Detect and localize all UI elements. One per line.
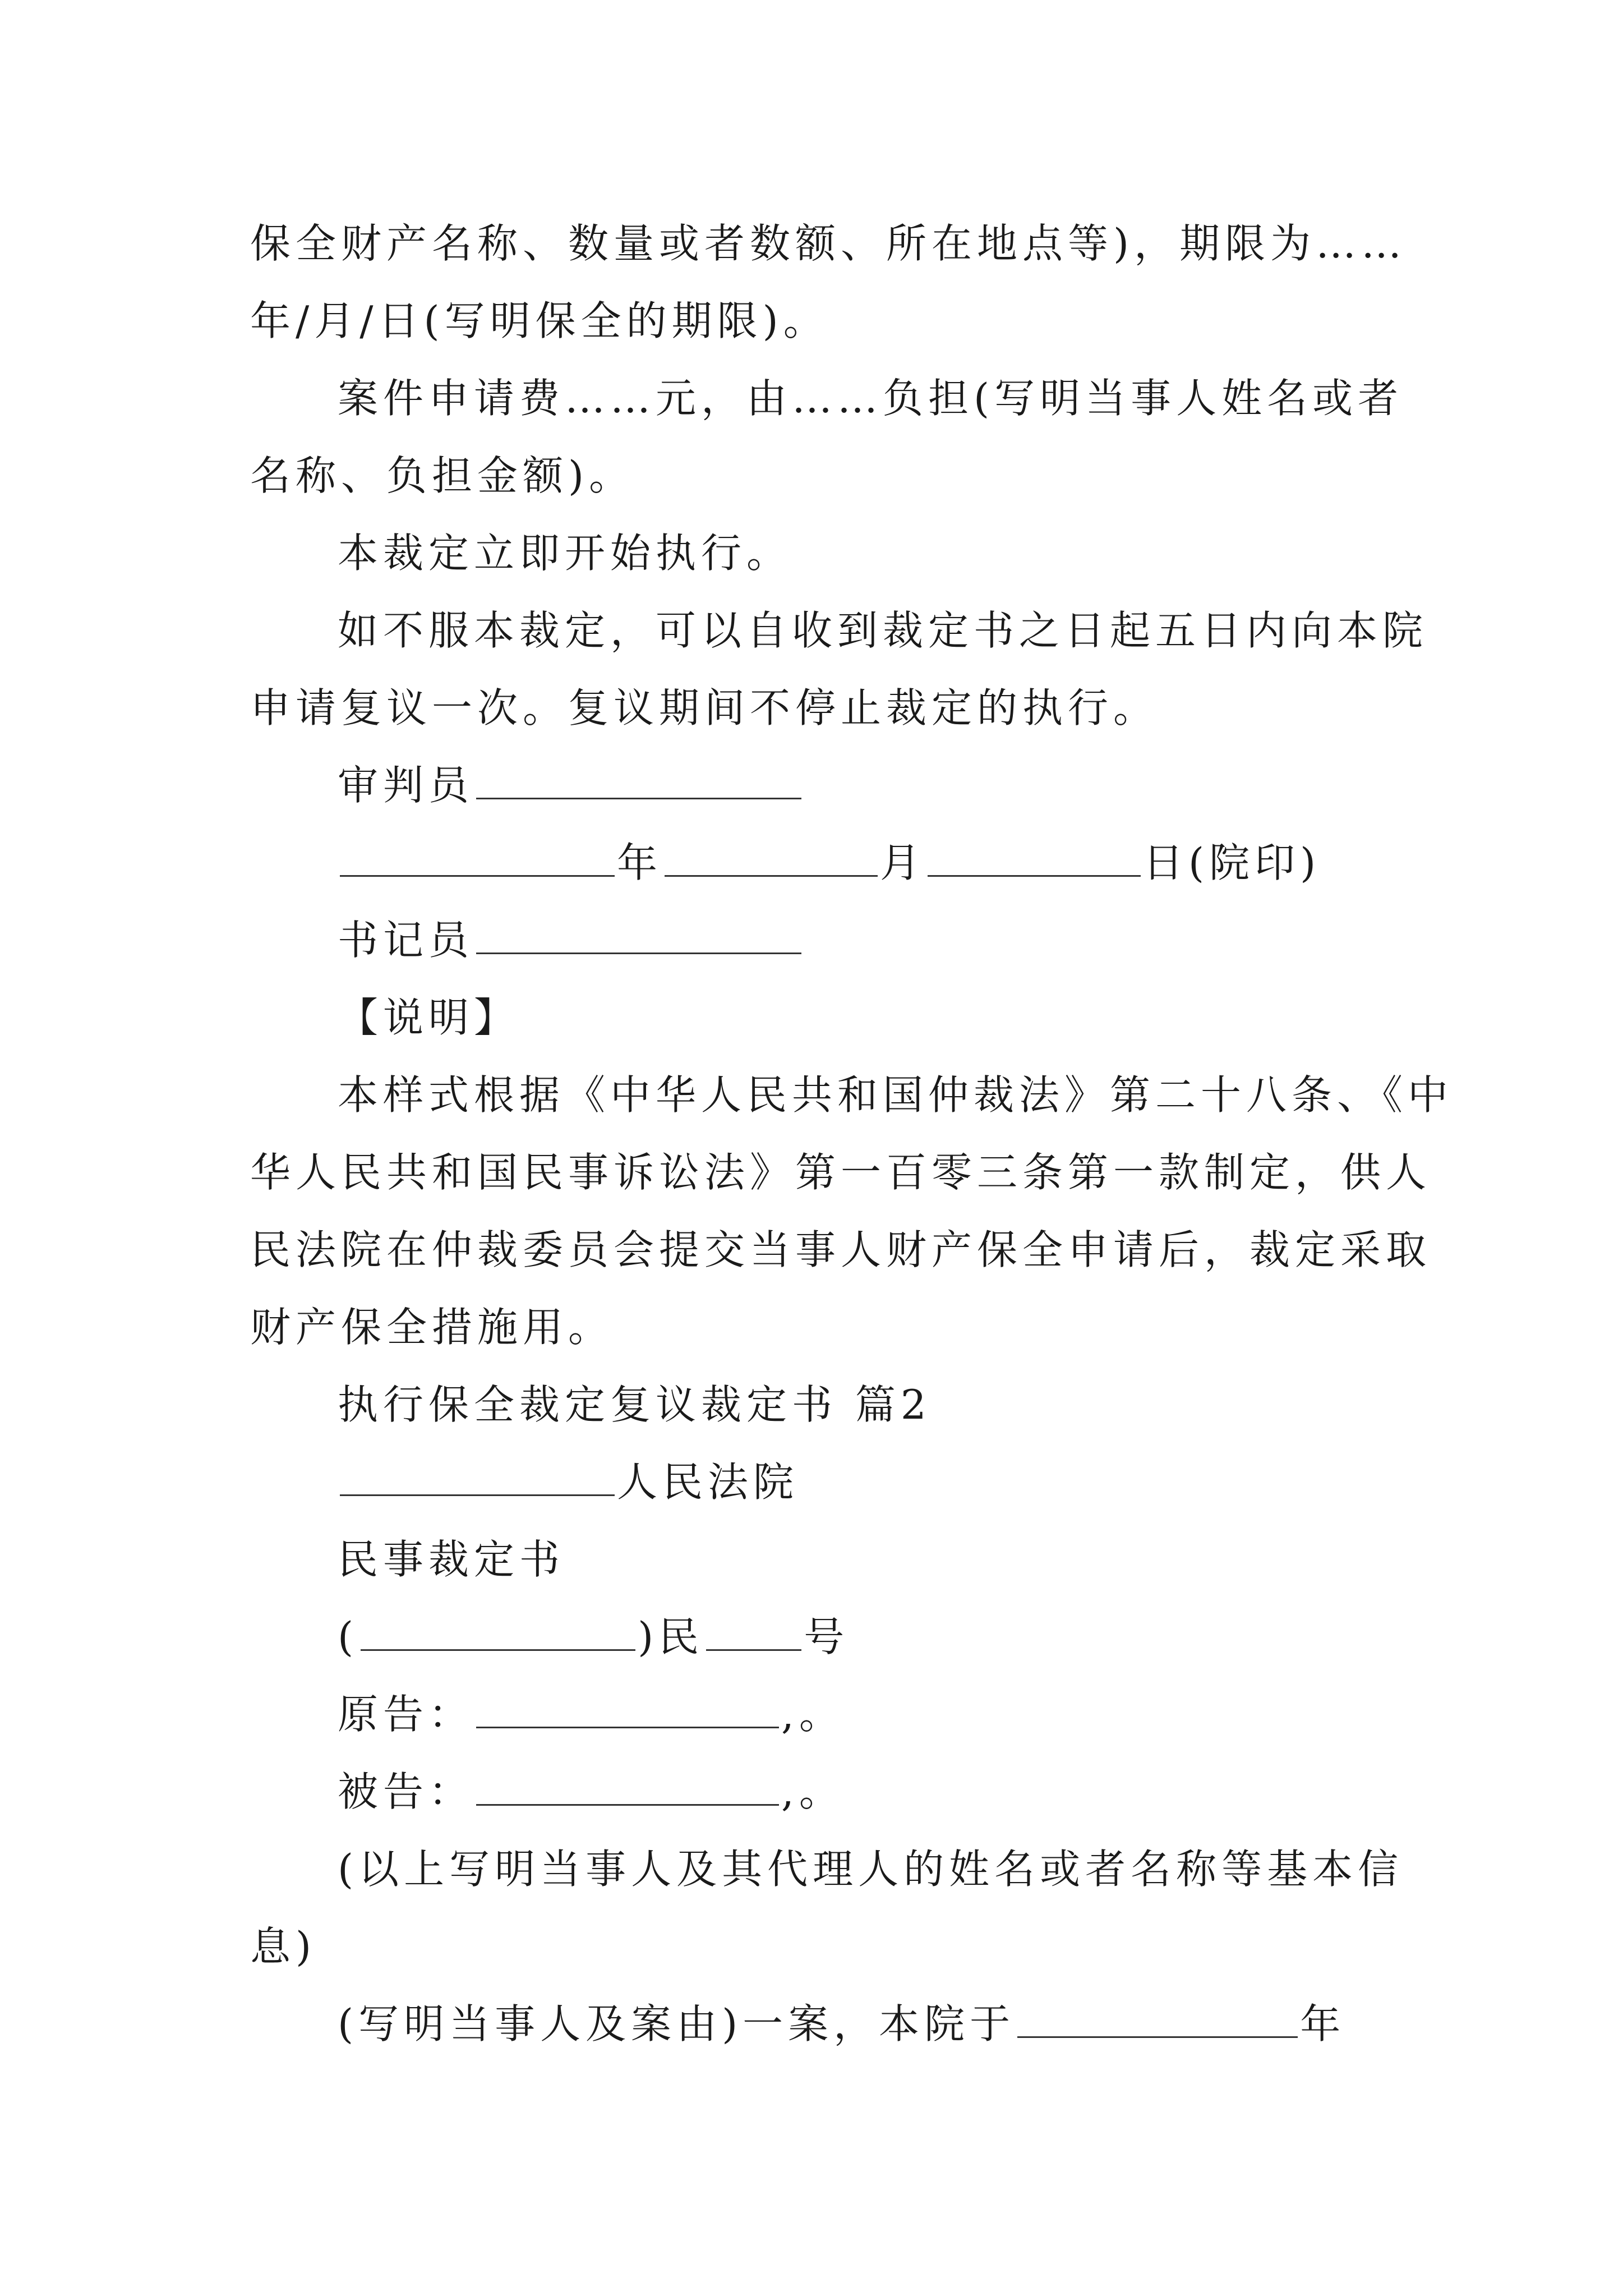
- year-blank: [340, 840, 615, 877]
- case-date-line: [338, 1997, 1345, 2051]
- text-line: 如不服本裁定，可以自收到裁定书之日起五日内向本院: [338, 607, 1428, 654]
- judge-label: 审判员: [338, 762, 474, 809]
- clerk-label: 书记员: [338, 917, 474, 964]
- text-line: 财产保全措施用。: [250, 1304, 614, 1351]
- date-line: [338, 836, 1321, 890]
- text-line: 华人民共和国民事诉讼法》第一百零三条第一款制定，供人: [250, 1149, 1432, 1196]
- case-mid: )民: [638, 1613, 704, 1660]
- text-line: 案件申请费……元，由……负担(写明当事人姓名或者: [338, 375, 1404, 422]
- defendant-label: 被告：: [338, 1768, 474, 1815]
- case-number-blank: [706, 1614, 801, 1651]
- case-open: (: [338, 1613, 359, 1660]
- case-year-blank: [361, 1614, 635, 1651]
- case-number-line: [338, 1610, 849, 1664]
- text-line: 本样式根据《中华人民共和国仲裁法》第二十八条、《中: [338, 1071, 1454, 1119]
- month-label: 月: [880, 839, 926, 886]
- text-line: 保全财产名称、数量或者数额、所在地点等)，期限为……: [250, 220, 1407, 267]
- defendant-end: ,。: [781, 1768, 845, 1815]
- plaintiff-line: [338, 1687, 845, 1741]
- court-blank: [340, 1460, 615, 1496]
- plaintiff-end: ,。: [781, 1691, 845, 1738]
- document-type: 民事裁定书: [338, 1536, 565, 1583]
- text-line: 息): [250, 1923, 317, 1970]
- case-date-end: 年: [1300, 2000, 1346, 2047]
- defendant-blank: [476, 1769, 779, 1806]
- court-suffix: 人民法院: [617, 1458, 799, 1506]
- clerk-signature-line: [338, 913, 804, 967]
- judge-signature-line: [338, 758, 804, 812]
- note-heading: 【说明】: [338, 994, 520, 1041]
- case-date-start: (写明当事人及案由)一案，本院于: [338, 2000, 1016, 2047]
- text-line: (以上写明当事人及其代理人的姓名或者名称等基本信: [338, 1846, 1404, 1893]
- case-end: 号: [804, 1613, 850, 1660]
- year-label: 年: [617, 839, 663, 886]
- judge-blank: [476, 763, 801, 799]
- clerk-blank: [476, 918, 801, 954]
- section-title: 执行保全裁定复议裁定书 篇2: [338, 1381, 932, 1428]
- month-blank: [665, 840, 878, 877]
- plaintiff-label: 原告：: [338, 1691, 474, 1738]
- case-date-blank: [1017, 2001, 1298, 2038]
- court-name-line: [338, 1455, 799, 1509]
- day-blank: [928, 840, 1141, 877]
- text-line: 年/月/日(写明保全的期限)。: [250, 297, 829, 344]
- text-line: 申请复议一次。复议期间不停止裁定的执行。: [250, 684, 1159, 731]
- plaintiff-blank: [476, 1692, 779, 1728]
- defendant-line: [338, 1765, 845, 1819]
- text-line: 名称、负担金额)。: [250, 452, 635, 499]
- text-line: 本裁定立即开始执行。: [338, 530, 792, 577]
- day-label: 日(院印): [1143, 839, 1321, 886]
- text-line: 民法院在仲裁委员会提交当事人财产保全申请后，裁定采取: [250, 1226, 1432, 1273]
